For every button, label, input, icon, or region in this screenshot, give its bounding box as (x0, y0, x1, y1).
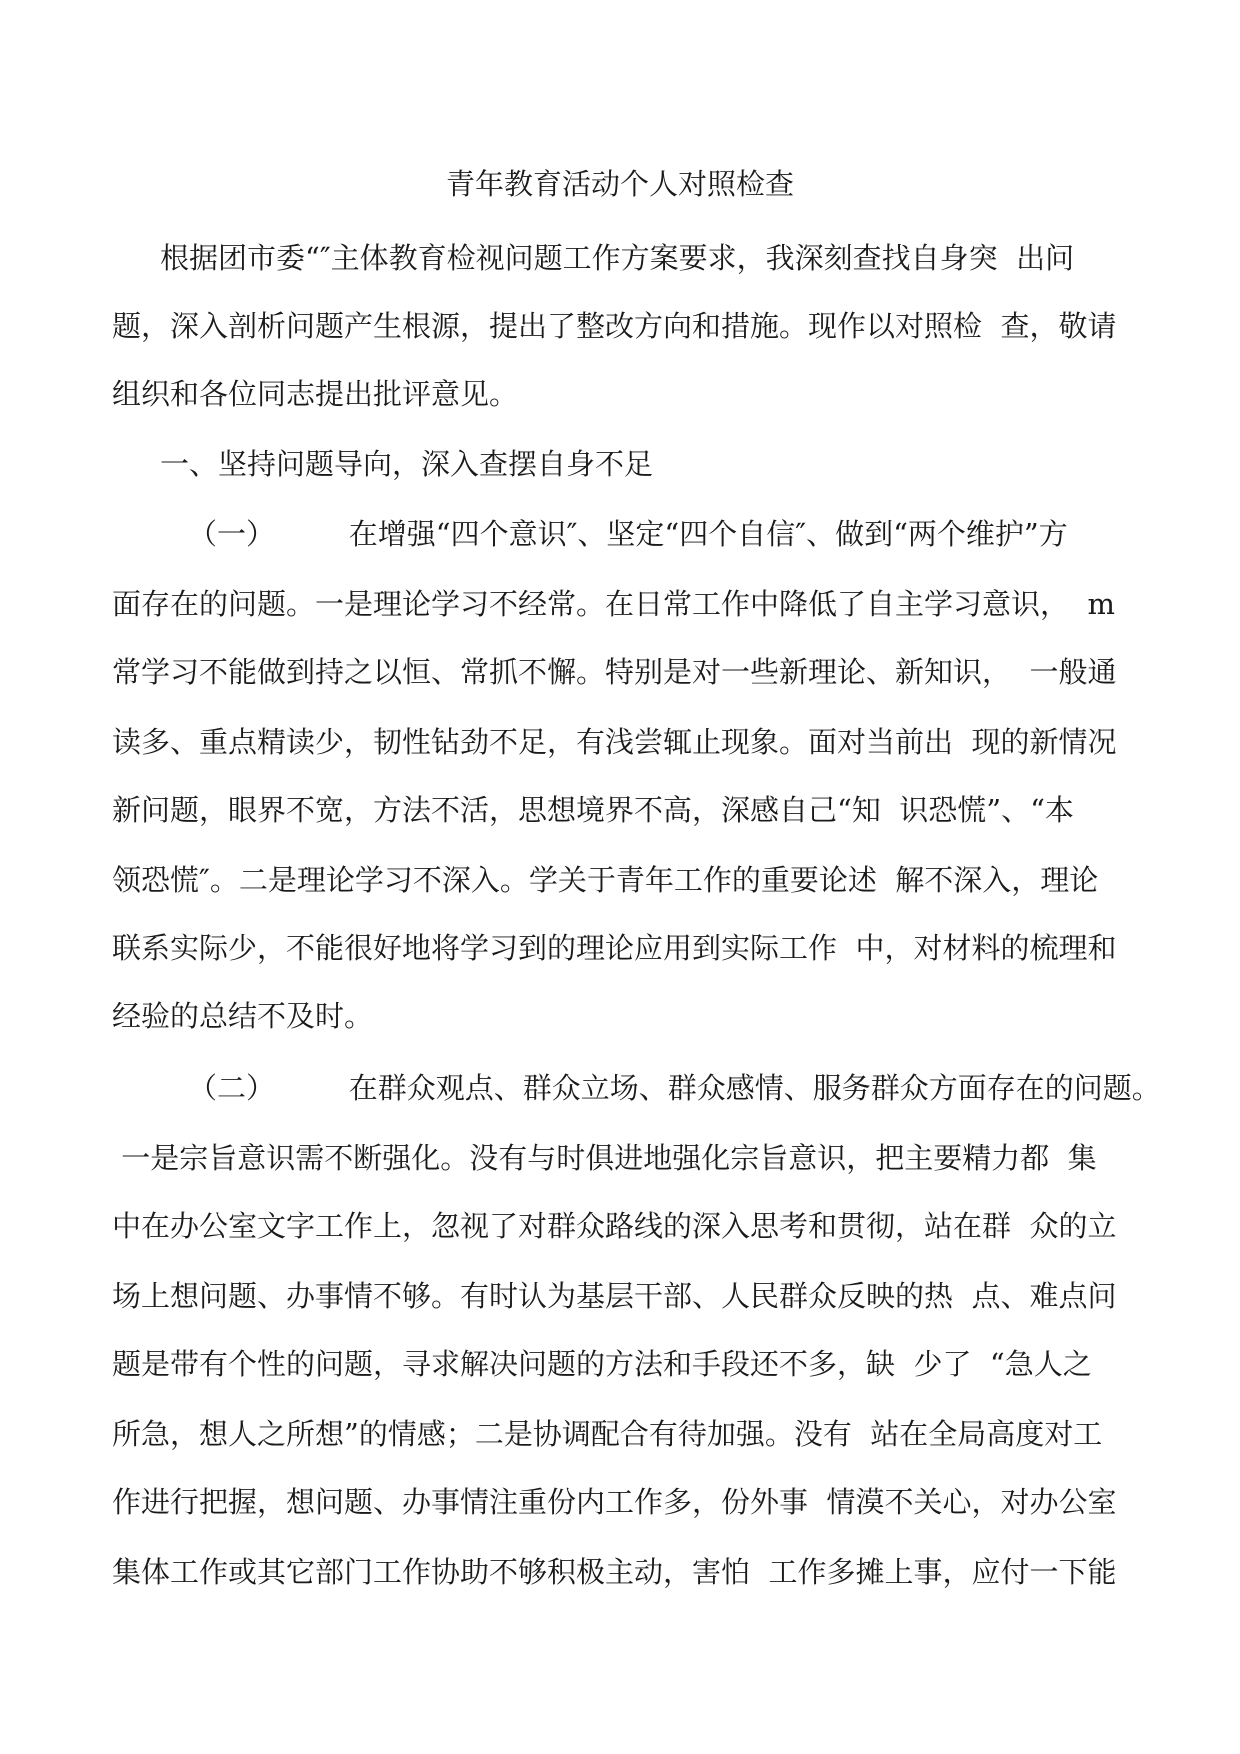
body-line: 面存在的问题。一是理论学习不经常。在日常工作中降低了自主学习意识， m (112, 587, 1115, 621)
body-line: 题，深入剖析问题产生根源，提出了整改方向和措施。现作以对照检 查，敬请 (112, 309, 1117, 343)
body-line: 经验的总结不及时。 (112, 999, 374, 1033)
document-title: 青年教育活动个人对照检查 (445, 167, 794, 201)
body-line: 联系实际少，不能很好地将学习到的理论应用到实际工作 中，对材料的梳理和 (112, 931, 1117, 965)
body-line: 一是宗旨意识需不断强化。没有与时俱进地强化宗旨意识，把主要精力都 集 (112, 1141, 1097, 1175)
body-line: 领恐慌″。二是理论学习不深入。学关于青年工作的重要论述 解不深入，理论 (112, 863, 1099, 897)
body-line: 所急，想人之所想”的情感；二是协调配合有待加强。没有 站在全局高度对工 (112, 1417, 1103, 1451)
body-line: 场上想问题、办事情不够。有时认为基层干部、人民群众反映的热 点、难点问 (112, 1279, 1117, 1313)
body-line: 作进行把握，想问题、办事情注重份内工作多，份外事 情漠不关心，对办公室 (112, 1485, 1117, 1519)
subsection-heading: （二） 在群众观点、群众立场、群众感情、服务群众方面存在的问题。 (188, 1071, 1161, 1105)
subsection-heading: （一） 在增强“四个意识″、坚定“四个自信″、做到“两个维护”方 (188, 517, 1068, 551)
body-line: 常学习不能做到持之以恒、常抓不懈。特别是对一些新理论、新知识， 一般通 (112, 655, 1117, 689)
body-line: 根据团市委“″主体教育检视问题工作方案要求，我深刻查找自身突 出问 (160, 241, 1075, 275)
body-line: 集体工作或其它部门工作协助不够积极主动，害怕 工作多摊上事，应付一下能 (112, 1555, 1117, 1589)
body-line: 组织和各位同志提出批评意见。 (112, 377, 519, 411)
body-line: 新问题，眼界不宽，方法不活，思想境界不高，深感自己“知 识恐慌”、“本 (112, 793, 1074, 827)
body-line: 读多、重点精读少，韧性钻劲不足，有浅尝辄止现象。面对当前出 现的新情况 (112, 725, 1117, 759)
body-line: 中在办公室文字工作上，忽视了对群众路线的深入思考和贯彻，站在群 众的立 (112, 1209, 1117, 1243)
section-heading: 一、坚持问题导向，深入查摆自身不足 (160, 447, 654, 481)
body-line: 题是带有个性的问题，寻求解决问题的方法和手段还不多，缺 少了 “急人之 (112, 1347, 1092, 1381)
